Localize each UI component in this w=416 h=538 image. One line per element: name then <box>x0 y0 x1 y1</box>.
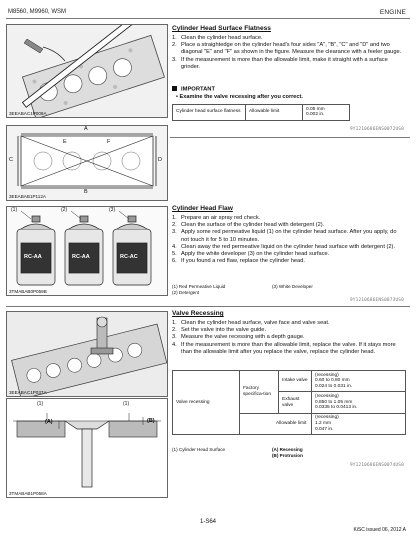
list-item: 4. Clean away the red permeative liquid on the cylinder head surface with detergent (2). <box>172 243 396 250</box>
list-item: 2. Set the valve into the valve guide. <box>172 327 267 334</box>
document-code: 9Y1210686ENS0072US0 <box>349 127 404 132</box>
label-a: A <box>84 126 88 132</box>
list-item: 2. Clean the surface of the cylinder head with detergent (2). <box>172 222 325 229</box>
callout-1: (1) <box>11 207 18 213</box>
table-cell: Exhaust valve <box>279 392 312 413</box>
spray-cans-illustration <box>7 207 167 295</box>
label-f: F <box>107 139 111 145</box>
section-divider <box>6 306 410 307</box>
label-c: C <box>9 157 13 163</box>
legend-item: (2) Detergent <box>172 290 200 296</box>
manual-model: M8560, M9960, WSM <box>8 9 67 15</box>
flatness-title: Cylinder Head Surface Flatness <box>172 25 271 32</box>
figure-spray-cans <box>6 206 168 296</box>
figure-caption: 3EEABAC1P009A <box>9 111 47 116</box>
table-cell: Factory specifica-tion <box>240 371 279 414</box>
legend-item: (1) Red Permeative Liquid <box>172 284 226 289</box>
important-square-icon <box>172 86 177 91</box>
important-note: • Examine the valve recessing after you correct. <box>176 94 303 100</box>
recessing-legend-right <box>272 447 303 459</box>
figure-depth-gauge <box>6 311 168 397</box>
list-item: 1. Clean the cylinder head surface. <box>172 35 263 41</box>
figure-caption: 3TMABAB1P058A <box>9 491 47 496</box>
figure-measuring-positions <box>6 125 168 201</box>
figure-straightedge <box>6 24 168 118</box>
table-cell: Valve recessing <box>173 371 240 435</box>
callout-1-left: (1) <box>37 401 44 407</box>
table-cell: (recessing) 0.60 to 0.80 mm 0.024 to 0.031 in. <box>312 371 406 392</box>
header-divider <box>6 18 410 19</box>
flatness-spec-table <box>172 104 350 121</box>
can-label: RC-AA <box>24 254 42 260</box>
section-divider <box>170 137 410 138</box>
straightedge-illustration <box>7 25 167 117</box>
recessing-steps <box>172 320 404 356</box>
recessing-title: Valve Recessing <box>172 310 224 317</box>
callout-2: (2) <box>61 207 68 213</box>
list-item: 3. Apply some red permeative liquid (1) on the cylinder head surface. After you apply, do not touch it for 5 to 10 minutes. <box>172 229 397 243</box>
flaw-legend-right <box>272 284 313 290</box>
list-item: 1. Prepare an air spray red check. <box>172 215 261 221</box>
flatness-steps <box>172 35 404 71</box>
flaw-steps <box>172 215 404 265</box>
legend-item: (B) Protrusion <box>272 453 303 459</box>
callout-a: (A) <box>45 419 53 425</box>
legend-item: (A) Recessing <box>272 447 303 452</box>
callout-b: (B) <box>147 418 155 424</box>
figure-valve-section <box>6 398 168 498</box>
list-item: 5. Apply the white developer (3) on the cylinder head surface. <box>172 251 330 258</box>
table-cell: Allowable limit <box>246 105 303 121</box>
list-item: 3. If the measurement is more than the allowable limit, make it straight with a surface grinder. <box>172 56 388 70</box>
figure-caption: 3EEABAC1P037A <box>9 390 47 395</box>
list-item: 3. Measure the valve recessing with a depth gauge. <box>172 334 305 341</box>
document-code: 9Y1210686ENS0073US0 <box>349 298 404 303</box>
table-cell: (recessing) 1.2 mm 0.047 in. <box>312 413 406 434</box>
can-label: RC-AC <box>120 254 138 260</box>
label-b: B <box>84 189 88 195</box>
valve-section-diagram <box>7 399 167 497</box>
flaw-title: Cylinder Head Flaw <box>172 205 233 212</box>
label-d: D <box>158 157 162 163</box>
callout-3: (3) <box>109 207 116 213</box>
important-heading: IMPORTANT <box>172 86 215 93</box>
table-cell: 0.05 mm 0.002 in. <box>303 105 350 121</box>
list-item: 2. Place a straightedge on the cylinder head's four sides "A", "B", "C" and "D" and two diagonal "E" and "F" as shown in the figure. Measure the clearance with a feeler gauge. <box>172 42 402 56</box>
recessing-legend-left <box>172 447 225 453</box>
depth-gauge-illustration <box>7 312 167 396</box>
legend-item: (3) White Developer <box>272 284 313 289</box>
document-code: 9Y1210686ENS0074US0 <box>349 463 404 468</box>
table-cell: Cylinder head surface flatness <box>173 105 246 121</box>
list-item: 6. If you found a red flaw, replace the cylinder head. <box>172 258 305 265</box>
list-item: 4. If the measurement is more than the allowable limit, replace the valve. If it stays more than the allowable limit after you replace the valve, replace the cylinder head. <box>172 341 396 355</box>
page-number: 1-S64 <box>199 519 216 525</box>
figure-caption: 3TMABAB0P059B <box>9 289 47 294</box>
table-cell: Intake valve <box>279 371 312 392</box>
figure-caption: 3EEABAB1P112A <box>9 194 46 199</box>
table-cell: Allowable limit <box>240 413 312 434</box>
label-e: E <box>63 139 67 145</box>
section-title: ENGINE <box>379 9 406 16</box>
table-cell: (recessing) 0.850 to 1.05 mm 0.0335 to 0.0413 in. <box>312 392 406 413</box>
issue-note: KiSC issued 06, 2012 A <box>353 527 406 533</box>
can-label: RC-AA <box>72 254 90 260</box>
legend-item: (1) Cylinder Head Surface <box>172 447 226 452</box>
callout-1-right: (1) <box>123 401 130 407</box>
flaw-legend-left <box>172 284 225 296</box>
list-item: 1. Clean the cylinder head surface, valve face and valve seat. <box>172 320 330 326</box>
recessing-spec-table <box>172 370 406 435</box>
